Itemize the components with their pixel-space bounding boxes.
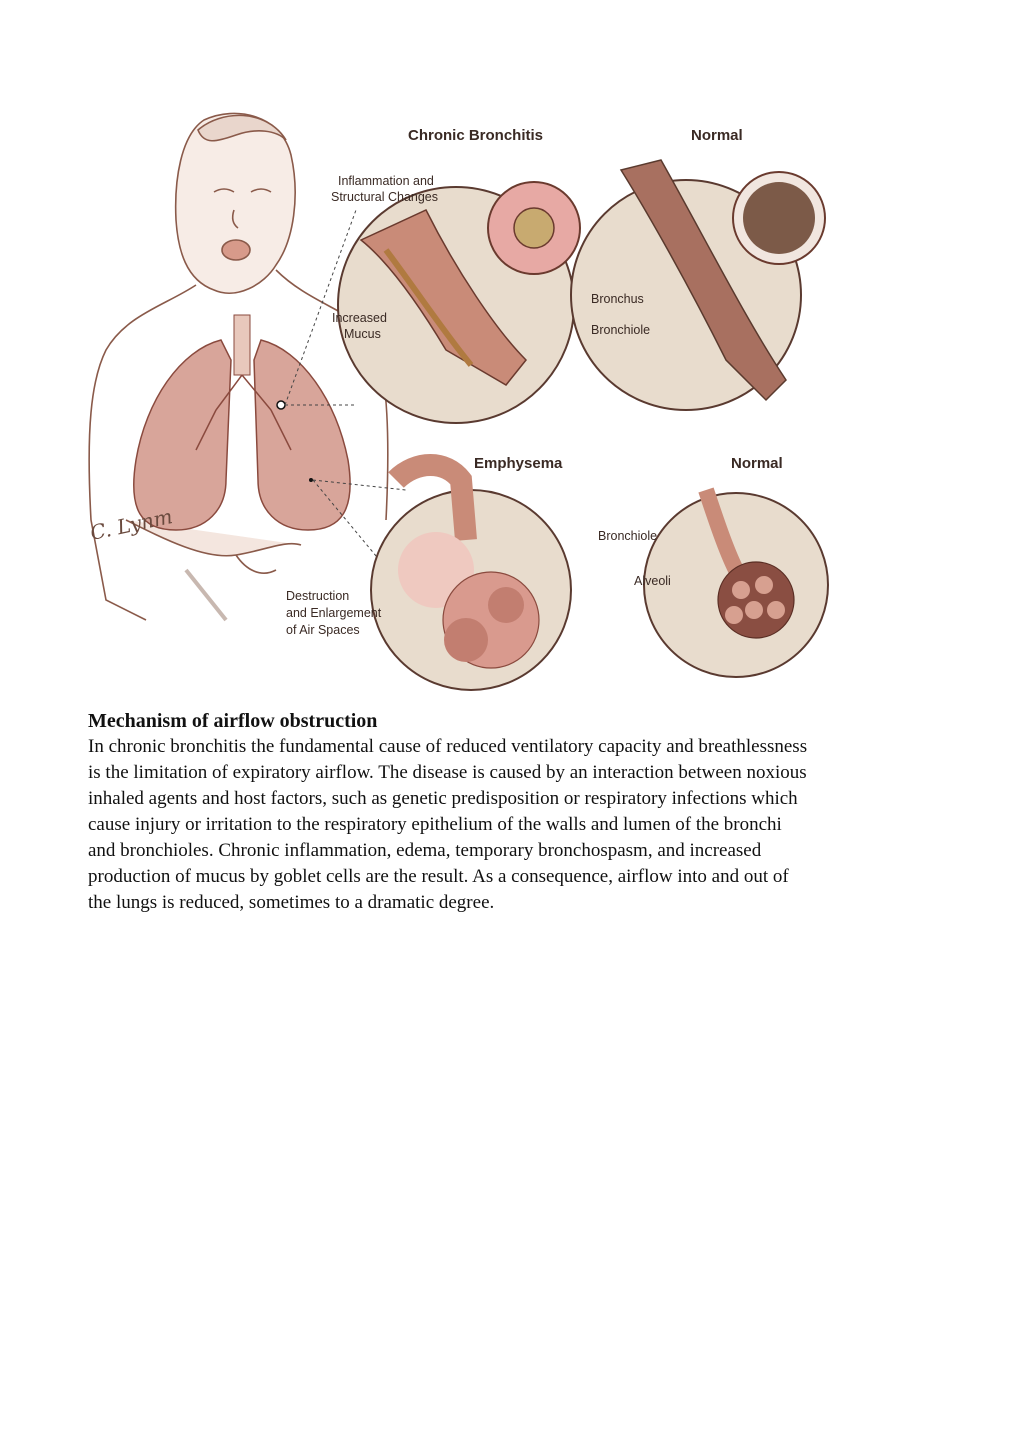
mucus-label-line2: Mucus (344, 327, 381, 341)
mucus-label-line1: Increased (332, 311, 387, 325)
emphysema-panel (371, 465, 571, 690)
bronchus-label: Bronchus (591, 292, 644, 306)
normal-bronchus-title: Normal (691, 127, 743, 144)
normal-alveoli-panel (644, 490, 828, 677)
bronchiole-label: Bronchiole (591, 323, 651, 337)
section-title: Mechanism of airflow obstruction (88, 710, 378, 732)
alveoli-label: Alveoli (634, 574, 671, 588)
normal-bronchus-panel (571, 160, 825, 410)
artist-signature: C. Lynm (88, 504, 175, 545)
inflammation-label-line1: Inflammation and (338, 174, 434, 188)
medical-illustration (86, 100, 876, 700)
emphysema-title: Emphysema (474, 455, 563, 472)
chronic-bronchitis-panel (338, 182, 580, 423)
inflammation-label-line2: Structural Changes (331, 190, 439, 204)
bronchiole-alveoli-label: Bronchiole (598, 529, 658, 543)
chronic-bronchitis-title: Chronic Bronchitis (408, 127, 544, 144)
lungs (134, 315, 350, 530)
article-section (88, 708, 948, 916)
section-body: In chronic bronchitis the fundamental cause of reduced ventilatory capacity and breathlessness is the limitation of expiratory airflow. The disease is caused by an interaction between noxious inhaled agents and host factors, such as genetic predisposition or respiratory infections which cause injury or irritation to the respiratory epithelium of the walls and lumen of the bronchi and bronchioles. Chronic inflammation, edema, temporary bronchospasm, and increased production of mucus by goblet cells are the result. As a consequence, airflow into and out of the lungs is reduced, sometimes to a dramatic degree. (88, 736, 808, 913)
destruction-label-line2: and Enlargement (286, 606, 382, 620)
normal-alveoli-title: Normal (731, 455, 783, 472)
destruction-label-line3: of Air Spaces (286, 623, 360, 637)
destruction-label-line1: Destruction (286, 589, 350, 603)
